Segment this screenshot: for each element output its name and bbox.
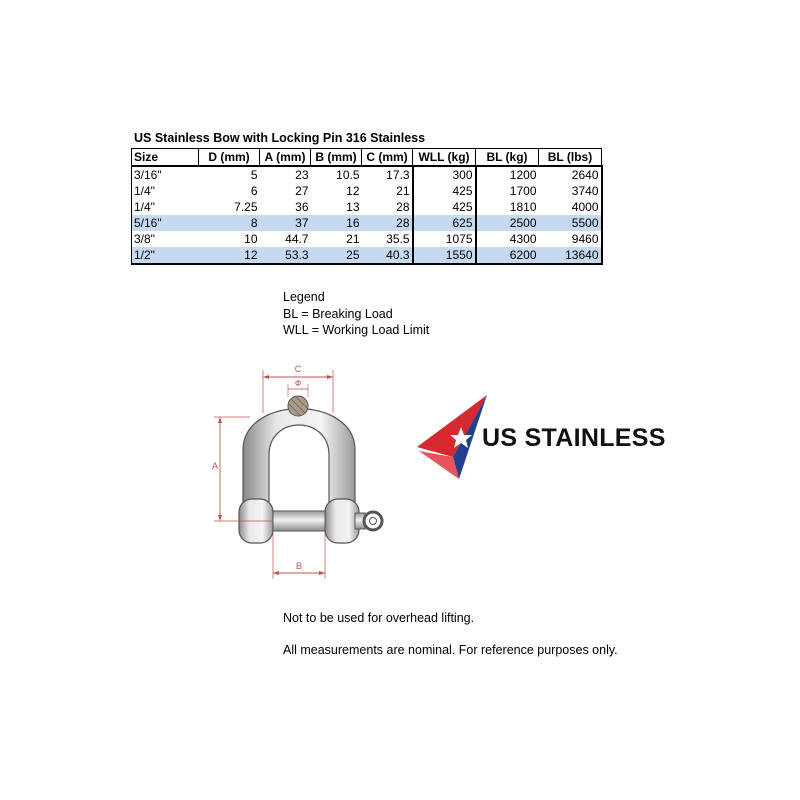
header-b: B (mm) bbox=[311, 149, 362, 167]
header-bl-kg: BL (kg) bbox=[476, 149, 539, 167]
table-row bbox=[132, 215, 602, 231]
legend-bl: BL = Breaking Load bbox=[283, 306, 393, 321]
shackle-pin bbox=[273, 511, 325, 531]
cell-a: 36 bbox=[295, 200, 309, 214]
logo-text: US STAINLESS bbox=[482, 424, 666, 452]
cell-d: 5 bbox=[250, 168, 258, 182]
cell-a: 44.7 bbox=[285, 232, 309, 246]
cell-wll: 425 bbox=[413, 199, 476, 215]
spec-table bbox=[131, 148, 603, 265]
table-row bbox=[132, 166, 602, 183]
header-c: C (mm) bbox=[362, 149, 413, 167]
cell-bl-kg: 1700 bbox=[509, 184, 537, 198]
header-size: Size bbox=[132, 149, 199, 167]
cell-c: 28 bbox=[362, 215, 413, 231]
cell-d: 6 bbox=[250, 184, 258, 198]
legend-heading: Legend bbox=[283, 290, 325, 304]
table-row bbox=[132, 183, 602, 199]
cell-bl-lbs: 9460 bbox=[539, 231, 602, 247]
note-overhead-lifting: Not to be used for overhead lifting. bbox=[283, 611, 475, 625]
cell-size: 1/2" bbox=[132, 247, 199, 264]
cell-b: 16 bbox=[311, 215, 362, 231]
cell-d: 10 bbox=[244, 232, 258, 246]
cell-wll: 300 bbox=[413, 166, 476, 183]
dimension-phi-label: Φ bbox=[294, 379, 302, 388]
note-nominal-measurements: All measurements are nominal. For reference purposes only. bbox=[283, 643, 618, 657]
cell-c: 17.3 bbox=[362, 166, 413, 183]
cell-c: 35.5 bbox=[362, 231, 413, 247]
shackle-right-eye bbox=[325, 499, 359, 543]
cell-b: 21 bbox=[346, 232, 360, 246]
table-row bbox=[132, 199, 602, 215]
cell-a: 37 bbox=[260, 215, 311, 231]
cell-wll: 1075 bbox=[413, 231, 476, 247]
cell-bl-lbs: 5500 bbox=[539, 215, 602, 231]
dimension-a-label: A bbox=[211, 461, 218, 471]
shackle-bow bbox=[243, 409, 355, 505]
cell-bl-kg: 6200 bbox=[476, 247, 539, 264]
cell-bl-kg: 1810 bbox=[509, 200, 537, 214]
cell-bl-lbs: 3740 bbox=[539, 183, 602, 199]
cell-b: 12 bbox=[346, 184, 360, 198]
table-title: US Stainless Bow with Locking Pin 316 Stainless bbox=[134, 131, 426, 145]
legend bbox=[283, 289, 429, 339]
table-row bbox=[132, 231, 602, 247]
cell-d: 8 bbox=[199, 215, 260, 231]
cell-size: 1/4" bbox=[132, 199, 199, 215]
notes bbox=[283, 611, 618, 675]
cell-c: 21 bbox=[362, 183, 413, 199]
header-a: A (mm) bbox=[260, 149, 311, 167]
header-bl-lbs: BL (lbs) bbox=[539, 149, 602, 167]
cell-wll: 1550 bbox=[413, 247, 476, 264]
cell-bl-kg: 1200 bbox=[509, 168, 537, 182]
cell-a: 53.3 bbox=[260, 247, 311, 264]
cell-d: 12 bbox=[199, 247, 260, 264]
cell-b: 13 bbox=[346, 200, 360, 214]
cell-size: 5/16" bbox=[132, 215, 199, 231]
cell-wll: 625 bbox=[413, 215, 476, 231]
cell-size: 3/8" bbox=[132, 231, 199, 247]
dimension-b-label: B bbox=[295, 561, 303, 571]
legend-wll: WLL = Working Load Limit bbox=[283, 323, 430, 337]
cell-bl-lbs: 13640 bbox=[539, 247, 602, 264]
header-d: D (mm) bbox=[199, 149, 260, 167]
cell-wll: 425 bbox=[413, 183, 476, 199]
header-wll: WLL (kg) bbox=[413, 149, 476, 167]
cell-bl-lbs: 2640 bbox=[539, 166, 602, 183]
table-header-row bbox=[132, 149, 602, 167]
table-row bbox=[132, 247, 602, 264]
cell-b: 10.5 bbox=[336, 168, 360, 182]
cell-b: 25 bbox=[311, 247, 362, 264]
cell-a: 23 bbox=[295, 168, 309, 182]
cell-size: 3/16" bbox=[132, 166, 199, 183]
shackle-diagram bbox=[205, 355, 395, 585]
cell-size: 1/4" bbox=[132, 183, 199, 199]
dimension-c-label: C bbox=[294, 364, 302, 374]
cell-c: 40.3 bbox=[362, 247, 413, 264]
cell-bl-kg: 2500 bbox=[476, 215, 539, 231]
cell-c: 28 bbox=[362, 199, 413, 215]
cell-a: 27 bbox=[295, 184, 309, 198]
cell-bl-lbs: 4000 bbox=[539, 199, 602, 215]
cell-bl-kg: 4300 bbox=[509, 232, 537, 246]
cell-d: 7.25 bbox=[234, 200, 258, 214]
